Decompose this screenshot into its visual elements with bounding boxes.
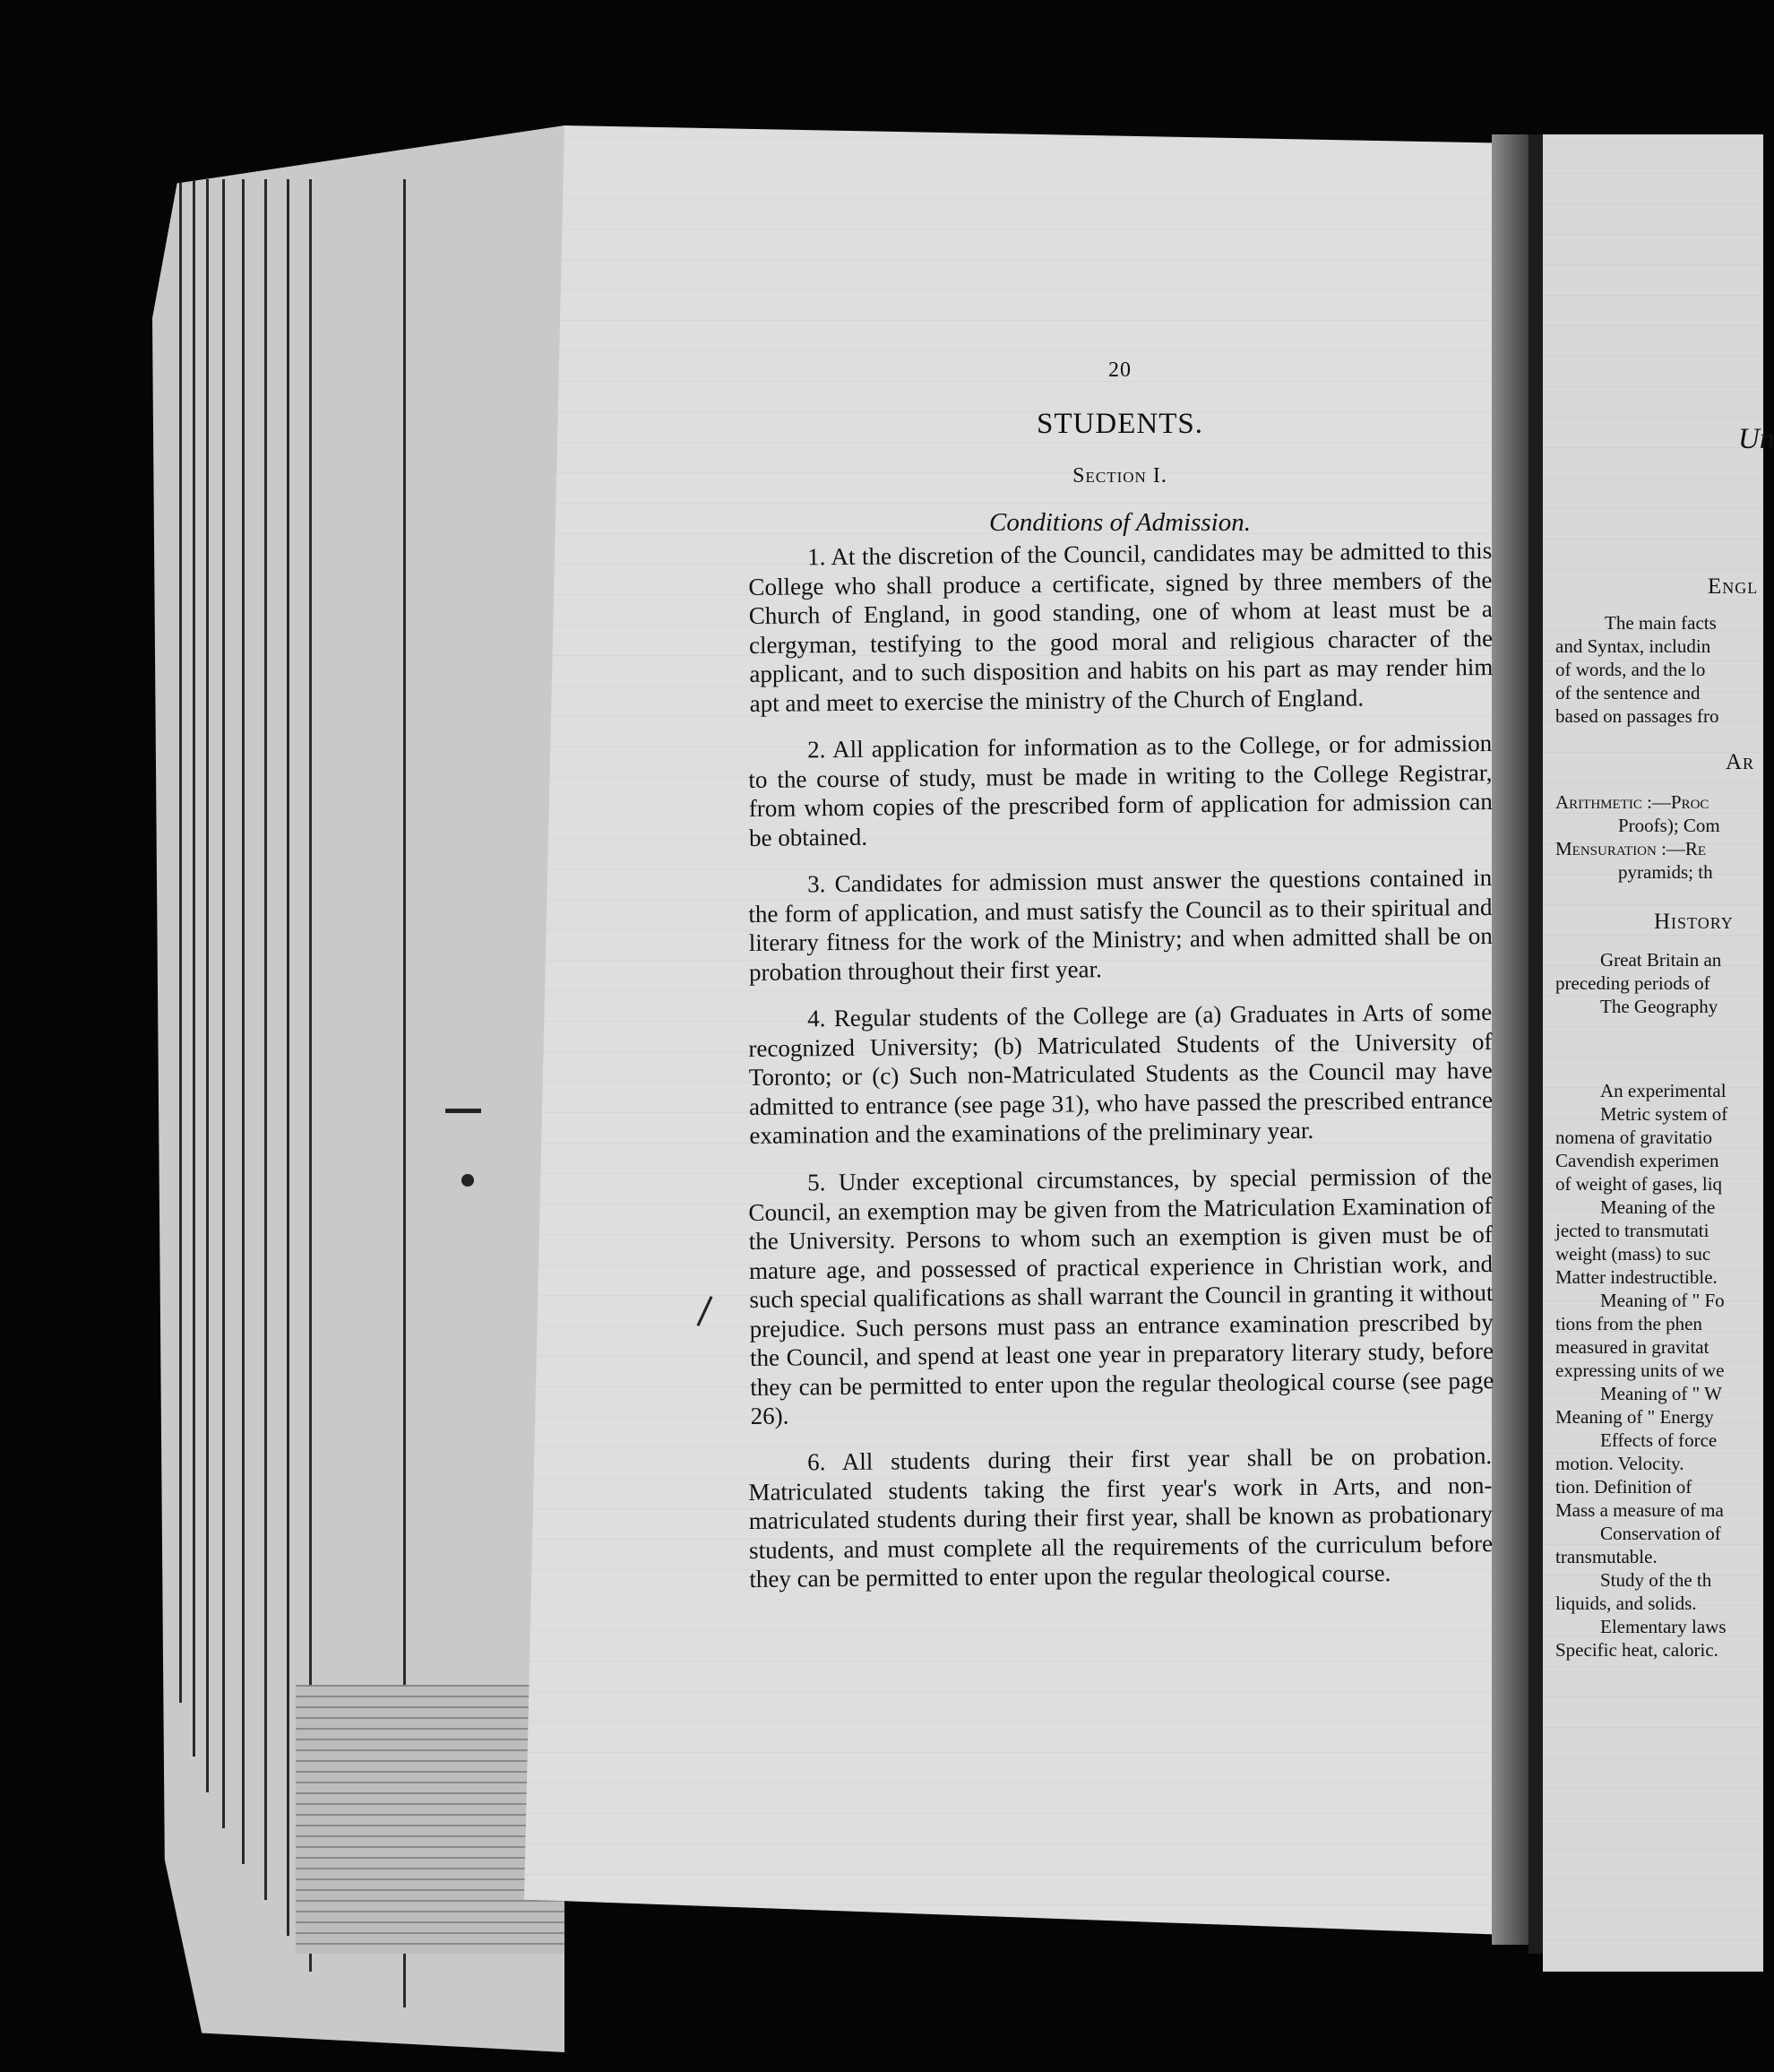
- right-line: Meaning of " Fo: [1600, 1290, 1725, 1311]
- right-line: tion. Definition of: [1555, 1476, 1692, 1498]
- right-line: Effects of force: [1600, 1429, 1718, 1451]
- right-line: nomena of gravitatio: [1555, 1127, 1712, 1148]
- right-line: Meaning of the: [1600, 1196, 1716, 1218]
- right-line: transmutable.: [1555, 1546, 1658, 1567]
- ink-mark: [445, 1109, 481, 1113]
- right-line: Meaning of " W: [1600, 1383, 1722, 1404]
- right-line: The Geography: [1600, 996, 1718, 1017]
- right-heading: History: [1654, 910, 1734, 934]
- right-page-text: [1555, 421, 1763, 1801]
- paragraph-3: 3. Candidates for admission must answer the questions contained in the form of application, and must satisfy the Council as to their spiritual and literary fitness for the work of the Ministry; and when admitted shall be on probation throughout their first year.: [748, 864, 1493, 986]
- page-edges: [296, 1685, 564, 1954]
- section-title: Section I.: [1072, 464, 1167, 488]
- right-line: Proofs); Com: [1618, 815, 1720, 836]
- right-line: Metric system of: [1600, 1103, 1728, 1125]
- page-heading: STUDENTS.: [1037, 408, 1203, 440]
- right-line: measured in gravitat: [1555, 1336, 1709, 1358]
- right-line: An experimental: [1600, 1080, 1727, 1101]
- paragraph-5: 5. Under exceptional circumstances, by special permission of the Council, an exemption may be given from the Matriculation Examination of the University. Persons to whom such an exemption is given must be of mature age, and possessed of practical experience in Christian work, and such special qualifications as shall warrant the Council in granting it without prejudice. Such persons must pass an entrance examination prescribed by the Council, and spend at least one year in preparatory literary study, before they can be permitted to enter upon the regular theological course (see page 26).: [748, 1161, 1494, 1429]
- right-line: Mensuration :—Re: [1555, 838, 1707, 859]
- right-line: Meaning of " Energy: [1555, 1406, 1714, 1428]
- right-line: Arithmetic :—Proc: [1555, 791, 1709, 813]
- right-page-title: Un: [1738, 423, 1774, 455]
- right-line: and Syntax, includin: [1555, 635, 1711, 657]
- right-line: of the sentence and: [1555, 682, 1701, 704]
- right-line: Mass a measure of ma: [1555, 1499, 1724, 1521]
- right-line: preceding periods of: [1555, 972, 1710, 994]
- paragraph-4: 4. Regular students of the College are (a) Graduates in Arts of some recognized University; (b) Matriculated Students of the University of Toronto; or (c) Such non-Matriculated Students as the Council may have admitted to entrance (see page 31), who have passed the prescribed entrance examination and the examinations of the preliminary year.: [748, 998, 1494, 1149]
- right-line: motion. Velocity.: [1555, 1453, 1684, 1474]
- gutter-shadow: [1492, 134, 1532, 1945]
- right-line: of words, and the lo: [1555, 659, 1706, 680]
- right-line: Specific heat, caloric.: [1555, 1639, 1718, 1661]
- ink-blot: [461, 1174, 474, 1187]
- right-line: Conservation of: [1600, 1523, 1721, 1544]
- right-line: jected to transmutati: [1555, 1220, 1709, 1241]
- right-heading: Engl: [1708, 574, 1759, 599]
- right-line: Cavendish experimen: [1555, 1150, 1719, 1171]
- right-heading: Ar: [1726, 750, 1755, 774]
- right-line: Great Britain an: [1600, 949, 1722, 971]
- paragraph-2: 2. All application for information as to the College, or for admission to the course of study, must be made in writing to the College Registrar, from whom copies of the prescribed form of application for admission can be obtained.: [748, 730, 1493, 851]
- right-line: based on passages fro: [1555, 705, 1719, 727]
- page-number: 20: [1108, 358, 1132, 382]
- right-line: tions from the phen: [1555, 1313, 1702, 1334]
- right-line: weight (mass) to suc: [1555, 1243, 1711, 1265]
- main-page-text: [748, 358, 1492, 1612]
- right-line: pyramids; th: [1618, 861, 1713, 883]
- right-line: Elementary laws: [1600, 1616, 1727, 1637]
- right-line: Matter indestructible.: [1555, 1266, 1718, 1288]
- right-line: of weight of gases, liq: [1555, 1173, 1723, 1195]
- paragraph-6: 6. All students during their first year shall be on probation. Matriculated students taking the first year's work in Arts, and non-matriculated students during their first year, shall be known as probationary students, and must complete all the requirements of the curriculum before they can be permitted to enter upon the regular theological course.: [748, 1442, 1494, 1593]
- paragraph-1: 1. At the discretion of the Council, candidates may be admitted to this College who shall produce a certificate, signed by three members of the Church of England, in good standing, one of whom at least must be a clergyman, testifying to the good moral and religious character of the applicant, and to such disposition and habits on his part as may render him apt and meet to exercise the ministry of the Church of England.: [748, 537, 1494, 717]
- right-line: liquids, and solids.: [1555, 1593, 1697, 1614]
- section-subtitle: Conditions of Admission.: [989, 508, 1251, 537]
- right-line: Study of the th: [1600, 1569, 1712, 1591]
- right-line: The main facts: [1605, 612, 1717, 634]
- right-line: expressing units of we: [1555, 1360, 1725, 1381]
